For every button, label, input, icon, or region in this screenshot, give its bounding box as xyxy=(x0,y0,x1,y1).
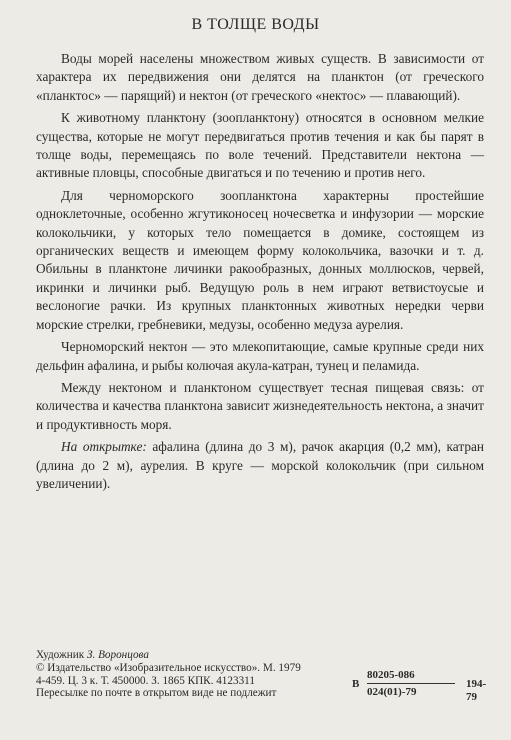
print-info-line: 4-459. Ц. 3 к. Т. 450000. З. 1865 КПК. 4123311 xyxy=(36,674,255,687)
code-letter: В xyxy=(352,678,360,690)
code-year: 194-79 xyxy=(466,678,487,703)
paragraph-5: Между нектоном и планктоном существует тесная пищевая связь: от количества и качества планктона зависит жизнедеятельность нектона, а значит и продуктивность моря. xyxy=(36,379,484,432)
mail-note-line: Пересылке по почте в открытом виде не подлежит xyxy=(36,687,277,700)
paragraph-1: Воды морей населены множеством живых существ. В зависимости от характера их передвижения они делятся на планктон (от греческого «планктос» — парящий) и нектон (от греческого «нектос» — плавающий). xyxy=(36,51,484,103)
code-numerator: 80205-086 xyxy=(367,669,455,684)
body-text xyxy=(36,50,484,497)
paragraph-3: Для черноморского зоопланктона характерны простейшие одноклеточные, особенно жгутиконосец ночесветка и инфузории — морские колокольчики, у которых тело помещается в домике, состоящем из органических веществ и имеющем форму колокольчика, вазочки и т. д. Обильны в планктоне личинки ракообразных, донных моллюсков, червей, икринки и личинки рыб. Ведущую роль в нем играют ветвистоусые и веслоногие рачки. Из крупных планктонных животных нередки черви морские стрелки, гребневики, медузы, особенно медуза аурелия. xyxy=(36,187,484,332)
artist-line xyxy=(36,649,486,662)
caption-text: афалина (длина до 3 м), рачок акарция (0,2 мм), катран (длина до 2 м), аурелия. В круге — морской колокольчик (при сильном увеличении). xyxy=(36,439,484,491)
caption-label: На открытке: xyxy=(61,439,147,455)
artist-label: Художник xyxy=(36,649,87,661)
code-denominator: 024(01)-79 xyxy=(367,686,417,698)
publisher-line: © Издательство «Изобразительное искусство». М. 1979 xyxy=(36,661,301,674)
page-title: В ТОЛЩЕ ВОДЫ xyxy=(191,16,320,33)
paragraph-2: К животному планктону (зоопланктону) относятся в основном мелкие существа, которые не могут передвигаться против течения и как бы парят в толще воды, перемещаясь по воле течений. Представители нектона — активные пловцы, способные двигаться и по течению и против него. xyxy=(36,110,484,181)
code-fraction xyxy=(367,669,455,699)
artist-name: З. Воронцова xyxy=(86,649,149,661)
paragraph-4: Черноморский нектон — это млекопитающие, самые крупные среди них дельфин афалина, и рыбы колючая акула-катран, тунец и пеламида. xyxy=(36,339,484,373)
caption-paragraph xyxy=(36,438,484,493)
